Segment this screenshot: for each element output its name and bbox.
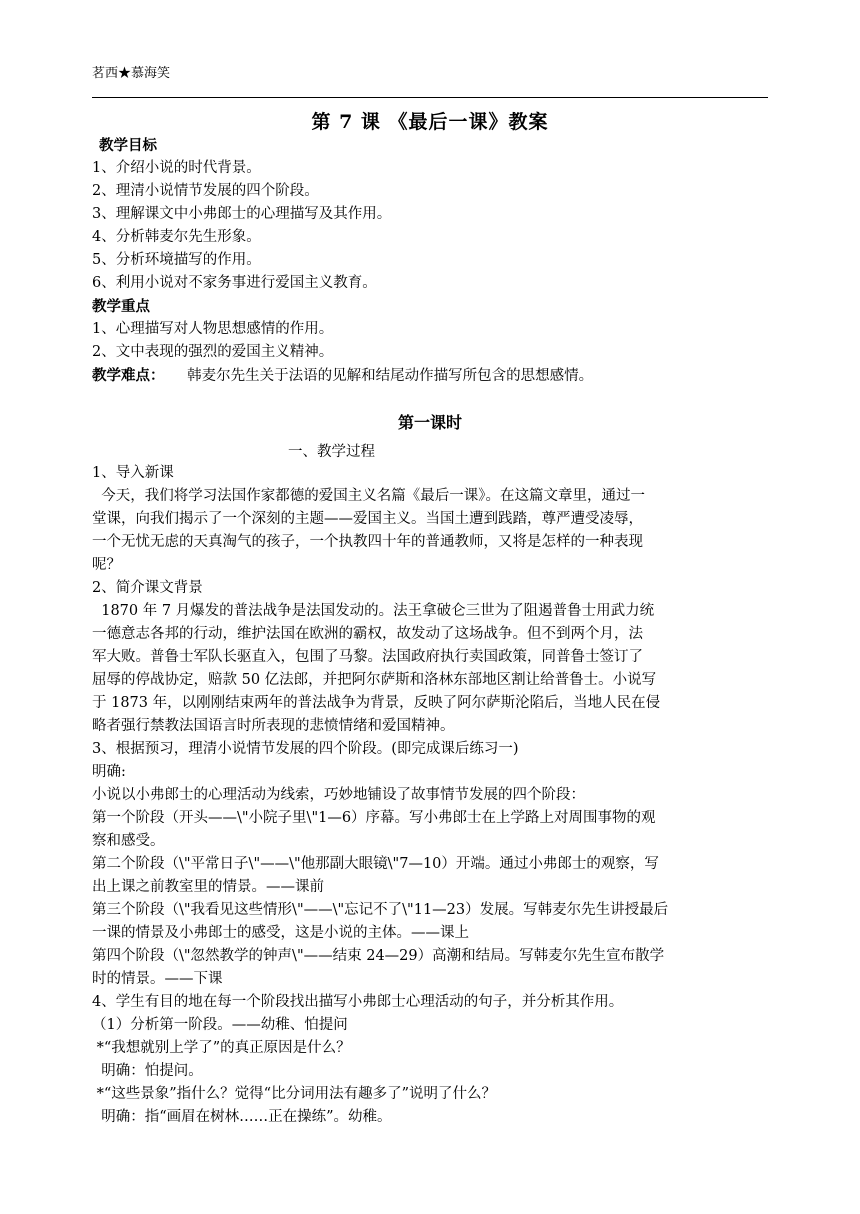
- body-line: 小说以小弗郎士的心理活动为线索，巧妙地铺设了故事情节发展的四个阶段：: [92, 787, 585, 803]
- body-line: 察和感受。: [92, 833, 165, 849]
- body-line: *“我想就别上学了”的真正原因是什么？: [92, 1040, 351, 1056]
- key-points-heading: 教学重点: [92, 298, 150, 315]
- body-line: 于 1873 年，以刚刚结束两年的普法战争为背景，反映了阿尔萨斯沦陷后，当地人民在侵: [92, 695, 661, 711]
- key-point-item: 1、心理描写对人物思想感情的作用。: [92, 321, 334, 337]
- page-title: 第 7 课 《最后一课》教案: [311, 111, 549, 133]
- body-line: 出上课之前教室里的情景。——课前: [92, 879, 324, 895]
- difficulty-label: 教学难点：: [92, 367, 165, 384]
- body-line: 3、根据预习，理清小说情节发展的四个阶段。(即完成课后练习一): [92, 741, 519, 757]
- objective-item: 6、利用小说对不家务事进行爱国主义教育。: [92, 275, 377, 291]
- body-line: 1、导入新课: [92, 465, 174, 481]
- header-rule: [92, 97, 768, 98]
- body-line: 军大败。普鲁士军队长驱直入，包围了马黎。法国政府执行卖国政策，同普鲁士签订了: [92, 649, 643, 665]
- body-line: 第四个阶段（\"忽然教学的钟声\"——结束 24—29）高潮和结局。写韩麦尔先生宣布散学: [92, 948, 665, 964]
- difficulty-text: 韩麦尔先生关于法语的见解和结尾动作描写所包含的思想感情。: [187, 368, 594, 384]
- body-line: 今天，我们将学习法国作家都德的爱国主义名篇《最后一课》。在这篇文章里，通过一: [92, 488, 645, 504]
- objective-item: 1、介绍小说的时代背景。: [92, 160, 261, 176]
- process-heading: 一、教学过程: [288, 444, 375, 460]
- body-line: *“这些景象”指什么？觉得“比分词用法有趣多了”说明了什么？: [92, 1086, 497, 1102]
- page-header: 茗西★慕海笑: [92, 66, 171, 81]
- body-line: 屈辱的停战协定，赔款 50 亿法郎，并把阿尔萨斯和洛林东部地区割让给普鲁士。小说写: [92, 672, 657, 688]
- objective-item: 5、分析环境描写的作用。: [92, 252, 261, 268]
- body-line: 明确：怕提问。: [92, 1063, 203, 1079]
- body-line: 一个无忧无虑的天真淘气的孩子，一个执教四十年的普通教师，又将是怎样的一种表现: [92, 534, 643, 550]
- body-line: （1）分析第一阶段。——幼稚、怕提问: [92, 1017, 348, 1033]
- objectives-heading: 教学目标: [99, 137, 157, 154]
- body-line: 第一个阶段（开头——\"小院子里\"1—6）序幕。写小弗郎士在上学路上对周围事物的观: [92, 810, 656, 826]
- body-line: 第三个阶段（\"我看见这些情形\"——\"忘记不了\"11—23）发展。写韩麦尔先生讲授最后: [92, 902, 669, 918]
- body-line: 堂课，向我们揭示了一个深刻的主题——爱国主义。当国土遭到践踏，尊严遭受凌辱，: [92, 511, 643, 527]
- body-line: 时的情景。——下课: [92, 971, 223, 987]
- objective-item: 4、分析韩麦尔先生形象。: [92, 229, 261, 245]
- objective-item: 3、理解课文中小弗郎士的心理描写及其作用。: [92, 206, 392, 222]
- key-point-item: 2、文中表现的强烈的爱国主义精神。: [92, 344, 334, 360]
- body-line: 2、简介课文背景: [92, 580, 203, 596]
- body-line: 4、学生有目的地在每一个阶段找出描写小弗郎士心理活动的句子，并分析其作用。: [92, 994, 624, 1010]
- body-line: 一德意志各邦的行动，维护法国在欧洲的霸权，故发动了这场战争。但不到两个月，法: [92, 626, 643, 642]
- difficulty-row: [92, 364, 772, 388]
- body-line: 第二个阶段（\"平常日子\"——\"他那副大眼镜\"7—10）开端。通过小弗郎士的观察，写: [92, 856, 659, 872]
- body-line: 一课的情景及小弗郎士的感受，这是小说的主体。——课上: [92, 925, 469, 941]
- body-line: 略者强行禁教法国语言时所表现的悲愤情绪和爱国精神。: [92, 718, 455, 734]
- lesson-heading: 第一课时: [397, 413, 462, 432]
- body-line: 明确:: [92, 764, 126, 780]
- body-line: 明确：指“画眉在树林……正在操练”。幼稚。: [92, 1109, 392, 1125]
- body-line: 呢？: [92, 557, 121, 573]
- body-line: 1870 年 7 月爆发的普法战争是法国发动的。法王拿破仑三世为了阻遏普鲁士用武力统: [92, 603, 655, 619]
- objective-item: 2、理清小说情节发展的四个阶段。: [92, 183, 319, 199]
